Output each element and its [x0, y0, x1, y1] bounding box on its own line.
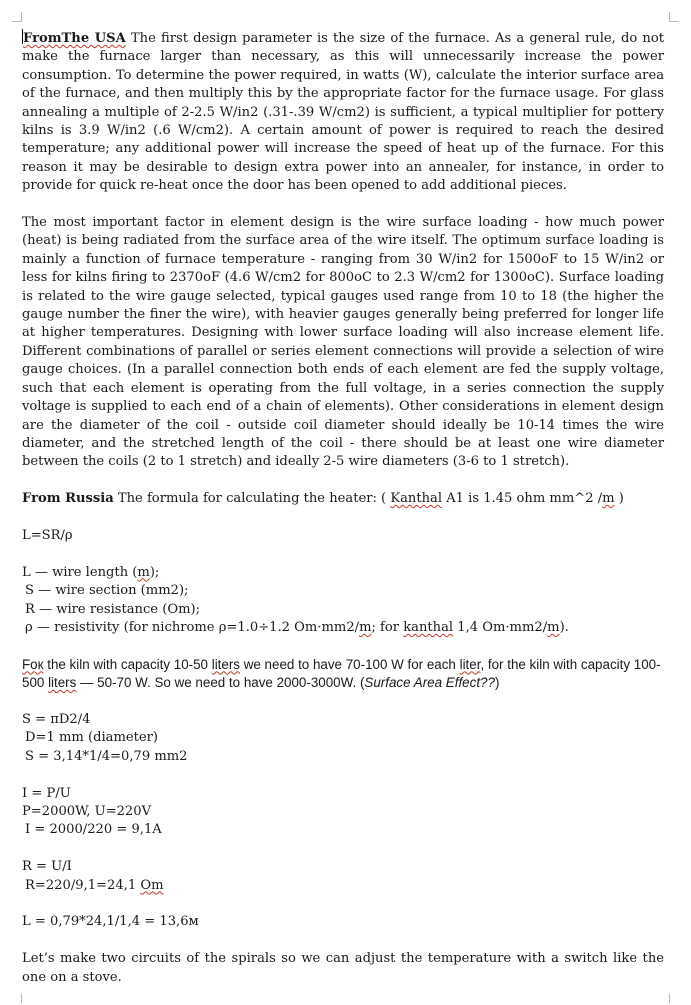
calc-current-line[interactable]: I = 2000/220 = 9,1A [25, 822, 162, 838]
calc-current-line[interactable]: P=2000W, U=220V [22, 803, 152, 819]
page-corner-mark [669, 12, 679, 22]
document-body[interactable] [22, 29, 664, 987]
paragraph-surface-loading[interactable]: The most important factor in element design is the wire surface loading - how much power (heat) is being radiated from the surface area of the wire itself. The optimum surface loading is mainly a function of furnace temperature - ranging from 30 W/in2 for 1500oF to 15 W/in2 or less for kilns firing to 2370oF (4.6 W/cm2 for 800oC to 2.3 W/cm2 for 1300oC). Surface loading is related to the wire gauge selected, typical gauges used range from 10 to 18 (the higher the gauge number the finer the wire), with heavier gauges generally being preferred for longer life at higher temperatures. Designing with lower surface loading will also increase element life. Different combinations of parallel or series element connections will provide a selection of wire gauge choices. (In a parallel connection both ends of each element are fed the supply voltage, such that each element is operating from the full voltage, in a series connection the supply voltage is supplied to each end of a chain of elements). Other considerations in element design are the diameter of the coil - outside coil diameter should ideally be 10-14 times the wire diameter, and the stretched length of the coil - there should be at least one wire diameter between the coils (2 to 1 stretch) and ideally 2-5 wire diameters (3-6 to 1 stretch). [22, 215, 664, 470]
paragraph-kiln-capacity[interactable]: Foк the kiln with capacity 10-50 liters we need to have 70-100 W for each liter, for the kiln with capacity 100-500 liters — 50-70 W. So we need to have 2000-3000W. (Surface Area Effect??) [22, 656, 661, 691]
paragraph-usa-text: The first design parameter is the size of the furnace. As a general rule, do not make the furnace larger than necessary, as this will unnecessarily increase the power consumption. To determine the power required, in watts (W), calculate the interior surface area of the furnace, and then multiply this by the appropriate factor for the furnace usage. For glass annealing a multiple of 2-2.5 W/in2 (.31-.39 W/cm2) is sufficient, a typical multiplier for pottery kilns is 3.9 W/in2 (.6 W/cm2). A certain amount of power is required to reach the desired temperature; any additional power will increase the speed of heat up of the furnace. For this reason it may be desirable to design extra power into an annealer, for instance, in order to provide for quick re-heat once the door has been opened to add additional pieces. [22, 31, 664, 194]
page-corner-mark [12, 994, 22, 1003]
paragraph-final[interactable]: Let’s make two circuits of the spirals so we can adjust the temperature with a switch like the one on a stove. [22, 951, 664, 985]
calc-section-line[interactable]: D=1 mm (diameter) [25, 730, 158, 746]
calc-section-line[interactable]: S = πD2/4 [22, 711, 91, 727]
definition-line[interactable]: L — wire length (m); [22, 564, 160, 580]
calc-current-line[interactable]: I = P/U [22, 785, 71, 801]
definition-line[interactable]: ρ — resistivity (for nichrome ρ=1.0÷1.2 Om·mm2/m; for kanthal 1,4 Om·mm2/m). [25, 619, 569, 635]
calc-resistance-line[interactable]: R = U/I [22, 859, 72, 875]
paragraph-usa[interactable] [22, 29, 664, 196]
calc-resistance-line[interactable]: R=220/9,1=24,1 Om [25, 877, 164, 893]
heading-russia: From Russia [22, 491, 114, 507]
definition-line[interactable]: R — wire resistance (Om); [25, 601, 201, 617]
calc-length-line[interactable]: L = 0,79*24,1/1,4 = 13,6м [22, 914, 199, 930]
page-corner-mark [12, 12, 22, 22]
heading-usa: FromThe USA [23, 31, 126, 46]
page-corner-mark [669, 994, 679, 1003]
formula-length[interactable]: L=SR/ρ [22, 527, 73, 543]
definition-line[interactable]: S — wire section (mm2); [25, 583, 189, 599]
calc-section-line[interactable]: S = 3,14*1/4=0,79 mm2 [25, 748, 188, 764]
paragraph-russia[interactable]: From Russia The formula for calculating the heater: ( Kanthal A1 is 1.45 ohm mm^2 /m ) [22, 491, 624, 507]
